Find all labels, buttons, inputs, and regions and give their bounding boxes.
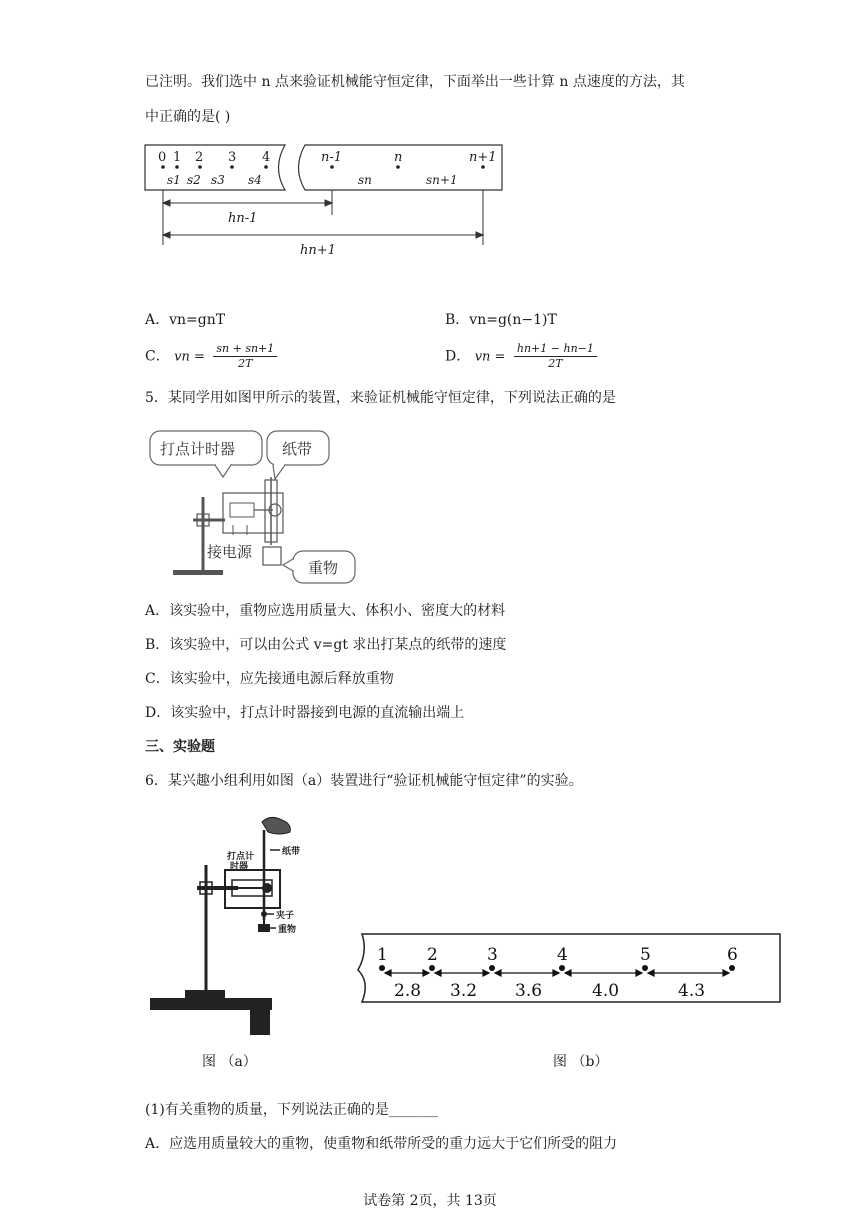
q4-option-d: [445, 342, 597, 371]
tape-seg-s1: s1: [167, 173, 181, 187]
q4-option-b: B．vn=g(n−1)T: [445, 312, 557, 328]
q4-option-d-den: 2T: [548, 357, 563, 370]
fig-b-distance-4: 4.0: [592, 981, 620, 1001]
fig-a-label-weight: 重物: [278, 925, 297, 935]
tape-point-4: 4: [262, 150, 271, 165]
fig-a-label-timer-l2: 时器: [230, 862, 249, 872]
tape-h-long: hn+1: [300, 243, 336, 258]
tape-dot-2: [198, 165, 202, 169]
q4-option-c-fraction: [213, 342, 277, 371]
fig-b-point-2: 2: [427, 945, 438, 965]
fig-b-distance-2: 3.2: [450, 981, 478, 1001]
q5-label-tape: 纸带: [282, 440, 313, 458]
tape-h-short: hn-1: [228, 211, 258, 226]
fig-b-dot-3: [489, 965, 495, 971]
q4-option-c-lhs: vn =: [174, 349, 205, 365]
fig-b-point-4: 4: [557, 945, 568, 965]
page-footer: 试卷第 2页，共 13页: [363, 1193, 497, 1209]
tape-seg-sn: sn: [358, 173, 372, 187]
q6-sub1-option-a: A．应选用质量较大的重物，使重物和纸带所受的重力远大于它们所受的阻力: [145, 1136, 618, 1152]
q5-option-a: A．该实验中，重物应选用质量大、体积小、密度大的材料: [145, 603, 506, 619]
q5-label-timer: 打点计时器: [160, 440, 236, 458]
section-heading: 三、实验题: [145, 739, 215, 755]
fig-b-dot-2: [429, 965, 435, 971]
q4-stem-line2: 中正确的是( ): [145, 109, 231, 125]
fig-b-dot-6: [729, 965, 735, 971]
fig-b-point-5: 5: [640, 945, 651, 965]
q4-option-d-label: D．: [445, 348, 471, 365]
tape-point-n-1: n-1: [321, 150, 343, 165]
q4-tape-diagram: [140, 140, 520, 265]
q4-option-d-fraction: [514, 342, 597, 371]
q5-option-c: C．该实验中，应先接通电源后释放重物: [145, 671, 394, 687]
tape-point-3: 3: [228, 150, 237, 165]
tape-dot-n: [396, 165, 400, 169]
q5-stem: 5．某同学用如图甲所示的装置，来验证机械能守恒定律，下列说法正确的是: [145, 390, 616, 406]
q4-stem-line1: 已注明。我们选中 n 点来验证机械能守恒定律，下面举出一些计算 n 点速度的方法，其: [145, 74, 685, 90]
q5-apparatus-figure: [145, 425, 365, 585]
fig-a-label-timer-l1: 打点计: [227, 852, 255, 862]
q6-figure-b: [352, 930, 787, 1010]
fig-a-label-clip: 夹子: [276, 911, 295, 921]
tape-dot-0: [161, 165, 165, 169]
fig-b-dot-1: [379, 965, 385, 971]
tape-point-0: 0: [158, 150, 167, 165]
q6-sub1: (1)有关重物的质量，下列说法正确的是_______: [145, 1102, 438, 1118]
tape-dot-1: [175, 165, 179, 169]
q6-caption-a: 图 （a）: [202, 1054, 257, 1070]
q6-stem: 6．某兴趣小组利用如图（a）装置进行“验证机械能守恒定律”的实验。: [145, 773, 583, 789]
q5-label-weight: 重物: [308, 559, 339, 577]
tape-dot-n-1: [330, 165, 334, 169]
tape-seg-sn1: sn+1: [426, 173, 458, 187]
fig-b-point-3: 3: [487, 945, 498, 965]
fig-b-point-1: 1: [377, 945, 388, 965]
fig-b-dot-5: [642, 965, 648, 971]
q6-figure-a: [150, 810, 330, 1040]
fig-b-dot-4: [559, 965, 565, 971]
fig-b-distance-5: 4.3: [678, 981, 706, 1001]
tape-point-n: n: [394, 150, 403, 165]
fig-a-label-tape: 纸带: [282, 847, 301, 857]
tape-point-n+1: n+1: [469, 150, 497, 165]
tape-point-2: 2: [195, 150, 204, 165]
tape-seg-s3: s3: [211, 173, 225, 187]
tape-point-1: 1: [173, 150, 182, 165]
fig-b-distance-3: 3.6: [515, 981, 543, 1001]
tape-dot-n+1: [481, 165, 485, 169]
q5-option-b: B．该实验中，可以由公式 v=gt 求出打某点的纸带的速度: [145, 637, 507, 653]
q5-option-d: D．该实验中，打点计时器接到电源的直流输出端上: [145, 705, 465, 721]
q5-label-power: 接电源: [207, 543, 253, 561]
q4-option-c: [145, 342, 277, 371]
q4-option-d-num: hn+1 − hn−1: [514, 342, 597, 357]
q4-option-c-label: C．: [145, 348, 170, 365]
q4-option-d-lhs: vn =: [474, 349, 506, 365]
tape-dot-3: [230, 165, 234, 169]
tape-seg-s4: s4: [248, 173, 262, 187]
q4-option-a: A．vn=gnT: [145, 312, 226, 328]
fig-b-point-6: 6: [727, 945, 738, 965]
q4-option-c-num: sn + sn+1: [213, 342, 277, 357]
q6-caption-b: 图 （b）: [553, 1054, 609, 1070]
fig-b-distance-1: 2.8: [394, 981, 422, 1001]
tape-dot-4: [264, 165, 268, 169]
q4-option-c-den: 2T: [238, 357, 253, 370]
tape-seg-s2: s2: [187, 173, 201, 187]
